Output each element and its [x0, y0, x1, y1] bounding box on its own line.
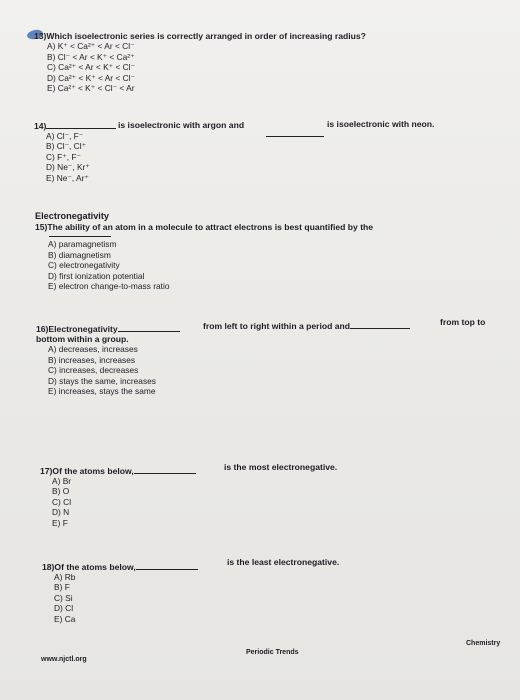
q13-option-b: B) Cl⁻ < Ar < K⁺ < Ca²⁺: [47, 51, 135, 62]
question-17-options: [40, 476, 71, 528]
q17-option-c: C) Cl: [52, 496, 72, 507]
q17-option-a: A) Br: [52, 476, 72, 486]
q16-option-b: B) increases, increases: [48, 354, 136, 365]
q18-option-e: E) Ca: [54, 613, 76, 624]
q16-blank-2: [350, 320, 410, 329]
question-15: [35, 222, 373, 291]
q15-option-d: D) first ionization potential: [48, 270, 145, 281]
q14-option-a: A) Cl⁻, F⁻: [46, 131, 84, 141]
q14-option-e: E) Ne⁻, Ar⁺: [46, 172, 89, 183]
q18-blank: [136, 561, 198, 570]
footer-subject: Chemistry: [466, 640, 501, 647]
q16-blank-1: [118, 323, 180, 332]
question-14-number: 14): [34, 121, 47, 131]
q14-option-b: B) Cl⁻, Cl⁺: [46, 141, 87, 152]
q17-stem-part2: is the most electronegative.: [224, 462, 338, 472]
q17-stem: [40, 465, 196, 476]
q17-option-d: D) N: [52, 507, 70, 518]
q18-stem-text-1: 18)Of the atoms below,: [42, 562, 136, 572]
q17-option-b: B) O: [52, 486, 70, 497]
q15-option-e: E) electron change-to-mass ratio: [48, 281, 170, 292]
q13-option-a: A) K⁺ < Ca²⁺ < Ar < Cl⁻: [47, 41, 135, 52]
q13-option-c: C) Ca²⁺ < Ar < K⁺ < Cl⁻: [47, 62, 135, 73]
q14-blank-2: [266, 128, 324, 137]
q16-option-d: D) stays the same, increases: [48, 375, 156, 386]
question-15-options: [35, 239, 373, 291]
q16-stem-part1: [36, 323, 180, 334]
q15-option-c: C) electronegativity: [48, 260, 120, 271]
q16-option-e: E) increases, stays the same: [48, 386, 156, 397]
q17-blank: [134, 465, 196, 474]
q18-stem: [42, 561, 198, 572]
question-18-options: [42, 572, 75, 624]
q16-stem-text-1: 16)Electronegativity: [36, 324, 118, 334]
question-14-options: [34, 131, 90, 183]
q18-stem-part2: is the least electronegative.: [227, 557, 340, 567]
q14-option-d: D) Ne⁻, Kr⁺: [46, 162, 90, 173]
q14-blank-2-line: [266, 128, 324, 137]
q16-stem-part3: from top to: [440, 317, 486, 327]
q16-option-a: A) decreases, increases: [48, 344, 138, 355]
question-13-options: [34, 41, 366, 93]
question-13: [34, 31, 366, 93]
question-13-stem: [34, 31, 366, 41]
q14-blank-1: [46, 120, 116, 129]
question-16-body: [36, 334, 156, 396]
q16-stem-text-2: from left to right within a period and: [203, 321, 351, 331]
question-15-stem: 15)The ability of an atom in a molecule to attract electrons is best quantified by the: [35, 222, 374, 232]
q14-stem-part1: is isoelectronic with argon and: [118, 120, 245, 130]
q18-option-d: D) Cl: [54, 603, 74, 614]
question-13-number: 13): [34, 31, 47, 41]
q13-option-e: E) Ca²⁺ < K⁺ < Cl⁻ < Ar: [47, 83, 135, 94]
q16-stem-part2: [203, 320, 410, 331]
q17-stem-text-1: 17)Of the atoms below,: [40, 466, 134, 476]
q18-option-c: C) Si: [54, 592, 73, 603]
q15-blank: [49, 236, 111, 237]
q18-option-b: B) F: [54, 582, 70, 593]
q16-stem-line2: bottom within a group.: [36, 334, 129, 344]
q15-option-b: B) diamagnetism: [48, 249, 111, 260]
section-heading: Electronegativity: [35, 211, 110, 221]
q15-option-a: A) paramagnetism: [48, 239, 117, 250]
q14-option-c: C) F⁺, F⁻: [46, 151, 81, 162]
q13-option-d: D) Ca²⁺ < K⁺ < Ar < Cl⁻: [47, 72, 135, 83]
q16-option-c: C) increases, decreases: [48, 365, 139, 376]
q18-option-a: A) Rb: [54, 572, 76, 582]
footer-url: www.njctl.org: [41, 656, 87, 663]
question-16-options: [36, 344, 156, 396]
question-13-text: Which isoelectronic series is correctly arranged in order of increasing radius?: [46, 31, 366, 41]
q14-stem-part2: is isoelectronic with neon.: [327, 119, 435, 129]
question-14-stem: [34, 120, 116, 131]
q17-option-e: E) F: [52, 517, 68, 528]
footer-title: Periodic Trends: [246, 649, 299, 656]
